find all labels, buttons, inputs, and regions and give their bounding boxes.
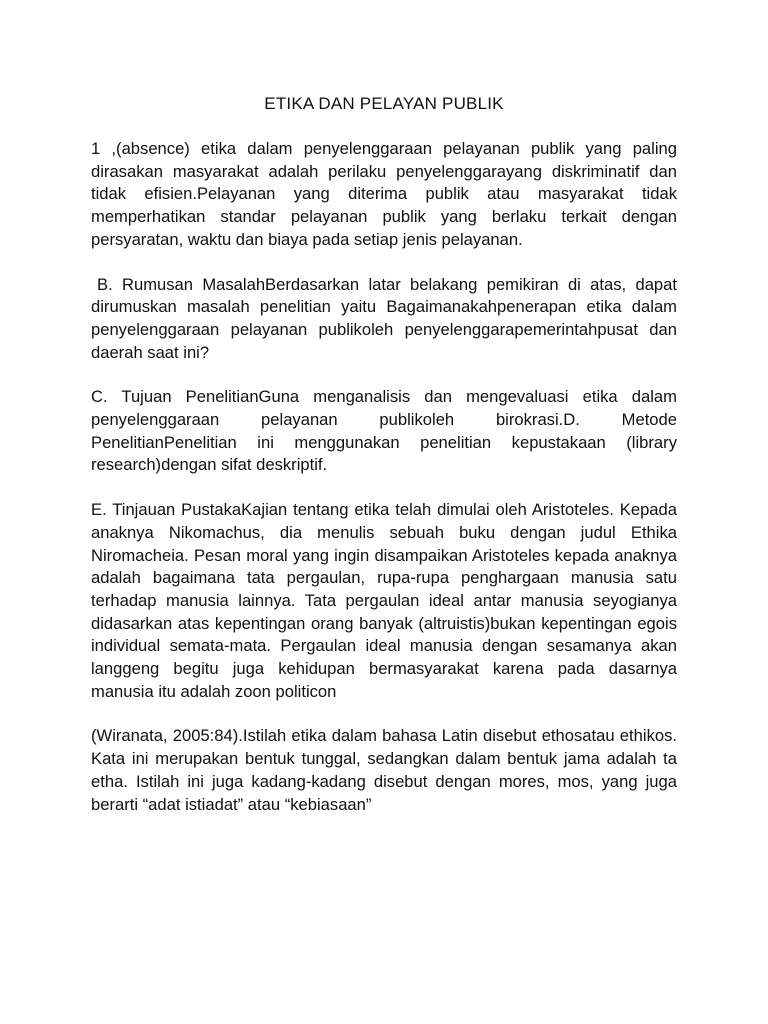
document-title: ETIKA DAN PELAYAN PUBLIK [264, 94, 504, 113]
paragraph-rumusan-masalah: B. Rumusan MasalahBerdasarkan latar belakang pemikiran di atas, dapat dirumuskan masalah penelitian yaitu Bagaimanakahpenerapan etika dalam penyelenggaraan pelayanan publikoleh penyelenggarapemerintahpusat dan daerah saat ini? [91, 274, 677, 362]
paragraph-istilah-etika: (Wiranata, 2005:84).Istilah etika dalam bahasa Latin disebut ethosatau ethikos. Kata ini merupakan bentuk tunggal, sedangkan dalam bentuk jama adalah ta etha. Istilah ini juga kadang-kadang disebut dengan mores, mos, yang juga berarti “adat istiadat” atau “kebiasaan” [91, 726, 677, 814]
paragraph-tujuan-penelitian: C. Tujuan PenelitianGuna menganalisis dan mengevaluasi etika dalam penyelenggaraan pelayanan publikoleh birokrasi.D. Metode PenelitianPenelitian ini menggunakan penelitian kepustakaan (library research)dengan sifat deskriptif. [91, 387, 677, 475]
paragraph-absence: 1 ,(absence) etika dalam penyelenggaraan pelayanan publik yang paling dirasakan masyarakat adalah perilaku penyelenggarayang diskriminatif dan tidak efisien.Pelayanan yang diterima publik atau masyarakat tidak memperhatikan standar pelayanan publik yang berlaku terkait dengan persyaratan, waktu dan biaya pada setiap jenis pelayanan. [91, 139, 677, 249]
document-body [91, 138, 677, 838]
paragraph-tinjauan-pustaka: E. Tinjauan PustakaKajian tentang etika telah dimulai oleh Aristoteles. Kepada anaknya Nikomachus, dia menulis sebuah buku dengan judul Ethika Niromacheia. Pesan moral yang ingin disampaikan Aristoteles kepada anaknya adalah bagaimana tata pergaulan, rupa-rupa penghargaan manusia satu terhadap manusia lainnya. Tata pergaulan ideal antar manusia seyogianya didasarkan atas kepentingan orang banyak (altruistis)bukan kepentingan egois individual semata-mata. Pergaulan ideal manusia dengan sesamanya akan langgeng begitu juga kehidupan bermasyarakat karena pada dasarnya manusia itu adalah zoon politicon [91, 500, 677, 701]
